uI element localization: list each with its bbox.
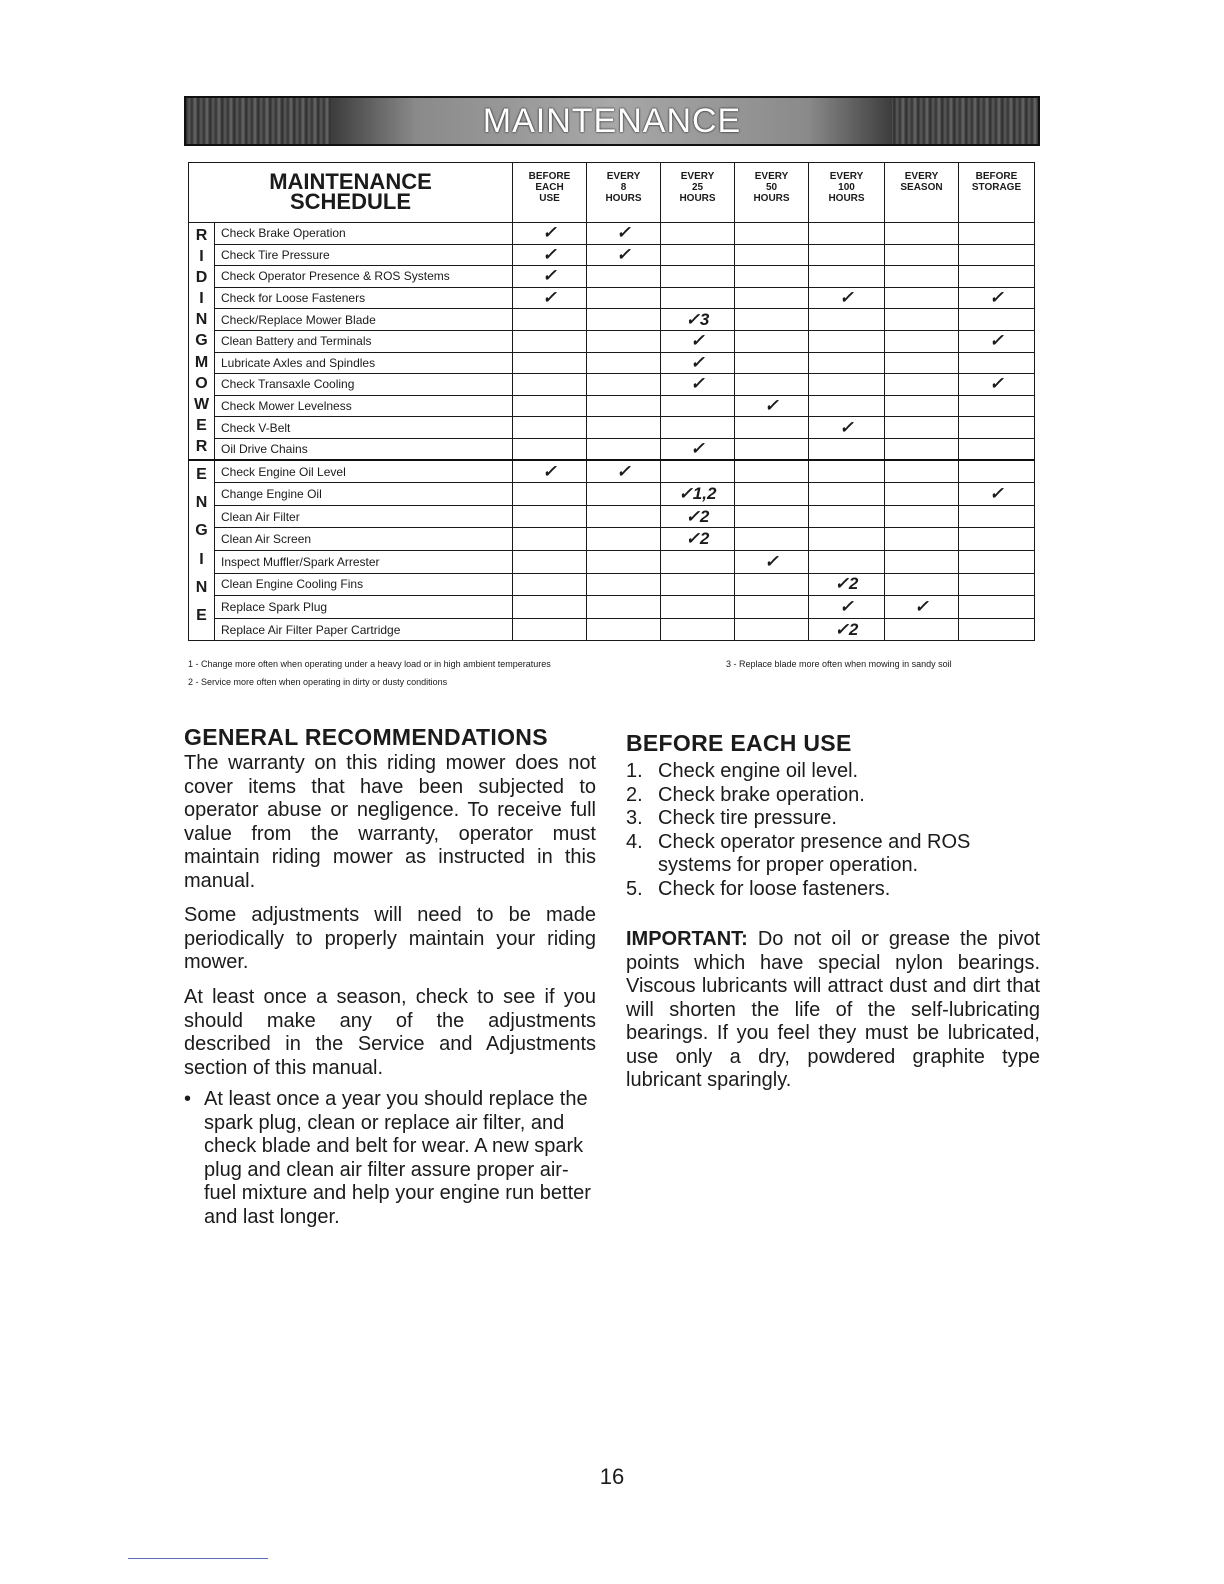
side-letter: G <box>195 522 208 540</box>
task-cell: Check V-Belt <box>215 417 513 439</box>
section-side-label <box>189 223 215 461</box>
col-hdr-line: EVERY <box>680 171 715 182</box>
check-mark-cell: ✓ <box>809 417 885 439</box>
empty-cell <box>959 417 1035 439</box>
empty-cell <box>885 573 959 596</box>
side-letter: G <box>195 332 208 350</box>
col-hdr-line: 50 <box>765 182 778 193</box>
schedule-footnotes <box>188 659 1034 695</box>
footnote-3: 3 - Replace blade more often when mowing in sandy soil <box>726 659 952 669</box>
empty-cell <box>587 266 661 288</box>
empty-cell <box>885 550 959 573</box>
table-row <box>189 395 1035 417</box>
check-mark-cell: ✓ <box>959 483 1035 506</box>
empty-cell <box>809 460 885 483</box>
table-row <box>189 244 1035 266</box>
column-header <box>809 163 885 223</box>
table-row <box>189 352 1035 374</box>
check-mark-cell: ✓2 <box>809 618 885 641</box>
list-text: Check brake operation. <box>658 783 865 806</box>
col-hdr-line: HOURS <box>828 193 865 204</box>
empty-cell <box>513 417 587 439</box>
empty-cell <box>809 266 885 288</box>
empty-cell <box>885 223 959 245</box>
col-hdr-line: BEFORE <box>975 171 1018 182</box>
list-text: Check for loose fasteners. <box>658 877 891 900</box>
empty-cell <box>809 438 885 460</box>
empty-cell <box>809 395 885 417</box>
table-row <box>189 287 1035 309</box>
list-number: 2. <box>626 783 643 806</box>
task-cell: Check Brake Operation <box>215 223 513 245</box>
empty-cell <box>661 287 735 309</box>
table-row <box>189 374 1035 396</box>
empty-cell <box>587 573 661 596</box>
empty-cell <box>809 223 885 245</box>
general-recommendations-heading: GENERAL RECOMMENDATIONS <box>184 724 548 750</box>
task-cell: Check Operator Presence & ROS Systems <box>215 266 513 288</box>
col-hdr-line: EVERY <box>829 171 864 182</box>
empty-cell <box>809 374 885 396</box>
empty-cell <box>587 596 661 619</box>
list-text: Check operator presence and ROS systems for proper operation. <box>658 830 971 877</box>
footer-rule <box>128 1558 268 1559</box>
check-mark-cell: ✓ <box>661 330 735 352</box>
empty-cell <box>735 483 809 506</box>
table-row <box>189 460 1035 483</box>
empty-cell <box>661 618 735 641</box>
table-row <box>189 309 1035 331</box>
list-item <box>626 760 1046 784</box>
task-cell: Oil Drive Chains <box>215 438 513 460</box>
list-number: 4. <box>626 830 643 853</box>
check-mark-cell: ✓ <box>661 438 735 460</box>
col-hdr-line: EVERY <box>754 171 789 182</box>
empty-cell <box>885 374 959 396</box>
empty-cell <box>735 438 809 460</box>
column-header <box>959 163 1035 223</box>
bullet-text: At least once a year you should replace the spark plug, clean or replace air filter, and check blade and belt for wear. A new spark plug and clean air filter assure proper air-fuel mixture and help your engine run better and last longer. <box>204 1088 591 1228</box>
empty-cell <box>513 528 587 551</box>
table-row <box>189 330 1035 352</box>
empty-cell <box>885 266 959 288</box>
empty-cell <box>959 309 1035 331</box>
empty-cell <box>513 309 587 331</box>
check-mark-cell: ✓ <box>661 374 735 396</box>
empty-cell <box>885 244 959 266</box>
important-label: IMPORTANT: <box>626 928 748 950</box>
list-number: 5. <box>626 877 643 900</box>
section-side-label <box>189 460 215 641</box>
col-hdr-line: EVERY <box>606 171 641 182</box>
col-hdr-line: BEFORE <box>528 171 571 182</box>
table-row <box>189 417 1035 439</box>
footnote-1: 1 - Change more often when operating under a heavy load or in high ambient temperatures <box>188 659 551 669</box>
empty-cell <box>885 309 959 331</box>
important-text: Do not oil or grease the pivot points which have special nylon bearings. Viscous lubricants will attract dust and dirt that will shorten the life of the self-lubricating bearings. If you feel they must be lubricated, use only a dry, powdered graphite type lubricant sparingly. <box>626 928 1041 1091</box>
schedule-title <box>189 163 513 223</box>
check-mark-cell: ✓ <box>587 244 661 266</box>
empty-cell <box>735 266 809 288</box>
empty-cell <box>809 244 885 266</box>
side-letter: R <box>195 226 208 244</box>
empty-cell <box>959 596 1035 619</box>
task-cell: Replace Spark Plug <box>215 596 513 619</box>
task-cell: Check Tire Pressure <box>215 244 513 266</box>
table-row <box>189 223 1035 245</box>
empty-cell <box>735 330 809 352</box>
side-letter: W <box>193 395 210 413</box>
check-mark-cell: ✓2 <box>809 573 885 596</box>
general-paragraph-3: At least once a season, check to see if you should make any of the adjustments described in the Service and Adjustments section of this manual. <box>184 986 596 1079</box>
empty-cell <box>885 505 959 528</box>
col-hdr-line: 25 <box>691 182 704 193</box>
empty-cell <box>959 223 1035 245</box>
check-mark-cell: ✓ <box>513 223 587 245</box>
col-hdr-line: HOURS <box>679 193 716 204</box>
empty-cell <box>885 330 959 352</box>
col-hdr-line: EACH <box>535 182 564 193</box>
empty-cell <box>959 352 1035 374</box>
list-item <box>626 831 1046 878</box>
side-letter: I <box>199 247 204 265</box>
empty-cell <box>513 330 587 352</box>
side-letter: E <box>196 466 207 484</box>
check-mark-cell: ✓1,2 <box>661 483 735 506</box>
maintenance-banner <box>184 96 1040 146</box>
empty-cell <box>587 417 661 439</box>
general-bullet-item <box>184 1088 596 1230</box>
side-letter: N <box>195 311 208 329</box>
table-row <box>189 596 1035 619</box>
col-hdr-line: 8 <box>620 182 627 193</box>
empty-cell <box>513 505 587 528</box>
footnote-2: 2 - Service more often when operating in dirty or dusty conditions <box>188 677 448 687</box>
check-mark-cell: ✓ <box>809 287 885 309</box>
check-mark-cell: ✓ <box>513 244 587 266</box>
side-letter: E <box>196 417 207 435</box>
check-mark-cell: ✓ <box>735 395 809 417</box>
banner-pill <box>332 98 892 144</box>
empty-cell <box>513 618 587 641</box>
check-mark-cell: ✓2 <box>661 505 735 528</box>
empty-cell <box>735 417 809 439</box>
empty-cell <box>587 395 661 417</box>
list-number: 3. <box>626 807 643 830</box>
bullet-mark: • <box>184 1088 192 1110</box>
check-mark-cell: ✓ <box>809 596 885 619</box>
empty-cell <box>809 483 885 506</box>
empty-cell <box>959 244 1035 266</box>
check-mark-cell: ✓2 <box>661 528 735 551</box>
task-cell: Change Engine Oil <box>215 483 513 506</box>
empty-cell <box>959 438 1035 460</box>
empty-cell <box>809 309 885 331</box>
empty-cell <box>587 330 661 352</box>
empty-cell <box>735 618 809 641</box>
column-header <box>735 163 809 223</box>
schedule-body <box>189 223 1035 641</box>
list-text: Check tire pressure. <box>658 807 837 830</box>
list-number: 1. <box>626 760 643 782</box>
empty-cell <box>661 550 735 573</box>
empty-cell <box>587 550 661 573</box>
empty-cell <box>513 550 587 573</box>
empty-cell <box>735 287 809 309</box>
empty-cell <box>587 618 661 641</box>
col-hdr-line: HOURS <box>753 193 790 204</box>
check-mark-cell: ✓ <box>959 374 1035 396</box>
table-row <box>189 483 1035 506</box>
general-paragraph-1: The warranty on this riding mower does not cover items that have been subjected to operator abuse or negligence. To receive full value from the warranty, operator must maintain riding mower as instructed in this manual. <box>184 752 596 892</box>
table-row <box>189 266 1035 288</box>
empty-cell <box>661 223 735 245</box>
empty-cell <box>735 244 809 266</box>
empty-cell <box>809 505 885 528</box>
empty-cell <box>587 483 661 506</box>
empty-cell <box>735 223 809 245</box>
empty-cell <box>959 266 1035 288</box>
task-cell: Inspect Muffler/Spark Arrester <box>215 550 513 573</box>
empty-cell <box>513 374 587 396</box>
empty-cell <box>735 505 809 528</box>
important-note <box>626 928 1040 1093</box>
empty-cell <box>587 287 661 309</box>
empty-cell <box>513 438 587 460</box>
task-cell: Check Transaxle Cooling <box>215 374 513 396</box>
general-paragraph-2: Some adjustments will need to be made periodically to properly maintain your riding mower. <box>184 904 596 973</box>
col-hdr-line: EVERY <box>904 171 939 182</box>
empty-cell <box>513 596 587 619</box>
empty-cell <box>587 505 661 528</box>
empty-cell <box>661 244 735 266</box>
empty-cell <box>587 374 661 396</box>
empty-cell <box>735 528 809 551</box>
empty-cell <box>587 528 661 551</box>
side-letter: M <box>194 353 209 371</box>
empty-cell <box>513 573 587 596</box>
table-row <box>189 438 1035 460</box>
side-letter: N <box>195 494 208 512</box>
col-hdr-line: STORAGE <box>971 182 1022 193</box>
empty-cell <box>885 417 959 439</box>
empty-cell <box>661 395 735 417</box>
empty-cell <box>735 374 809 396</box>
side-letter: E <box>196 607 207 625</box>
check-mark-cell: ✓ <box>885 596 959 619</box>
empty-cell <box>885 287 959 309</box>
schedule-title-line1: MAINTENANCE <box>269 169 432 194</box>
empty-cell <box>885 483 959 506</box>
check-mark-cell: ✓ <box>587 223 661 245</box>
task-cell: Check for Loose Fasteners <box>215 287 513 309</box>
empty-cell <box>959 528 1035 551</box>
column-header <box>587 163 661 223</box>
empty-cell <box>735 573 809 596</box>
empty-cell <box>735 596 809 619</box>
empty-cell <box>959 460 1035 483</box>
empty-cell <box>809 352 885 374</box>
empty-cell <box>885 352 959 374</box>
task-cell: Clean Battery and Terminals <box>215 330 513 352</box>
empty-cell <box>661 460 735 483</box>
side-letter: I <box>199 290 204 308</box>
before-each-use-list <box>626 760 1046 902</box>
table-row <box>189 505 1035 528</box>
side-letter: O <box>195 374 208 392</box>
col-hdr-line: HOURS <box>605 193 642 204</box>
check-mark-cell: ✓ <box>513 460 587 483</box>
column-header <box>513 163 587 223</box>
empty-cell <box>587 352 661 374</box>
col-hdr-line: 100 <box>838 182 855 193</box>
maintenance-schedule-table <box>188 162 1035 641</box>
empty-cell <box>809 550 885 573</box>
banner-title: MAINTENANCE <box>482 101 742 140</box>
table-row <box>189 550 1035 573</box>
side-letter: N <box>195 578 208 596</box>
empty-cell <box>513 395 587 417</box>
side-letter: I <box>199 550 204 568</box>
check-mark-cell: ✓ <box>959 330 1035 352</box>
column-header <box>885 163 959 223</box>
task-cell: Clean Air Screen <box>215 528 513 551</box>
before-each-use-heading: BEFORE EACH USE <box>626 730 852 756</box>
empty-cell <box>885 438 959 460</box>
empty-cell <box>959 573 1035 596</box>
check-mark-cell: ✓ <box>661 352 735 374</box>
empty-cell <box>885 395 959 417</box>
page-number: 16 <box>599 1464 625 1489</box>
empty-cell <box>885 460 959 483</box>
empty-cell <box>661 417 735 439</box>
empty-cell <box>661 596 735 619</box>
empty-cell <box>885 528 959 551</box>
check-mark-cell: ✓ <box>735 550 809 573</box>
task-cell: Check Mower Levelness <box>215 395 513 417</box>
empty-cell <box>959 550 1035 573</box>
empty-cell <box>735 352 809 374</box>
empty-cell <box>587 309 661 331</box>
empty-cell <box>735 460 809 483</box>
list-item <box>626 807 1046 831</box>
schedule-header-row <box>189 163 1035 223</box>
task-cell: Check/Replace Mower Blade <box>215 309 513 331</box>
empty-cell <box>959 618 1035 641</box>
list-item <box>626 878 1046 902</box>
check-mark-cell: ✓ <box>959 287 1035 309</box>
schedule-title-line2: SCHEDULE <box>289 189 411 214</box>
column-header <box>661 163 735 223</box>
check-mark-cell: ✓ <box>513 266 587 288</box>
check-mark-cell: ✓ <box>513 287 587 309</box>
table-row <box>189 618 1035 641</box>
side-letter: D <box>195 268 208 286</box>
task-cell: Clean Engine Cooling Fins <box>215 573 513 596</box>
empty-cell <box>885 618 959 641</box>
list-item <box>626 784 1046 808</box>
task-cell: Clean Air Filter <box>215 505 513 528</box>
empty-cell <box>513 483 587 506</box>
empty-cell <box>661 266 735 288</box>
table-row <box>189 573 1035 596</box>
task-cell: Check Engine Oil Level <box>215 460 513 483</box>
empty-cell <box>735 309 809 331</box>
list-text: Check engine oil level. <box>658 760 859 782</box>
col-hdr-line: SEASON <box>900 182 943 193</box>
side-letter: R <box>195 438 208 456</box>
check-mark-cell: ✓ <box>587 460 661 483</box>
check-mark-cell: ✓3 <box>661 309 735 331</box>
table-row <box>189 528 1035 551</box>
empty-cell <box>513 352 587 374</box>
col-hdr-line: USE <box>539 193 560 204</box>
empty-cell <box>959 505 1035 528</box>
empty-cell <box>809 528 885 551</box>
task-cell: Lubricate Axles and Spindles <box>215 352 513 374</box>
empty-cell <box>959 395 1035 417</box>
task-cell: Replace Air Filter Paper Cartridge <box>215 618 513 641</box>
empty-cell <box>809 330 885 352</box>
empty-cell <box>661 573 735 596</box>
empty-cell <box>587 438 661 460</box>
